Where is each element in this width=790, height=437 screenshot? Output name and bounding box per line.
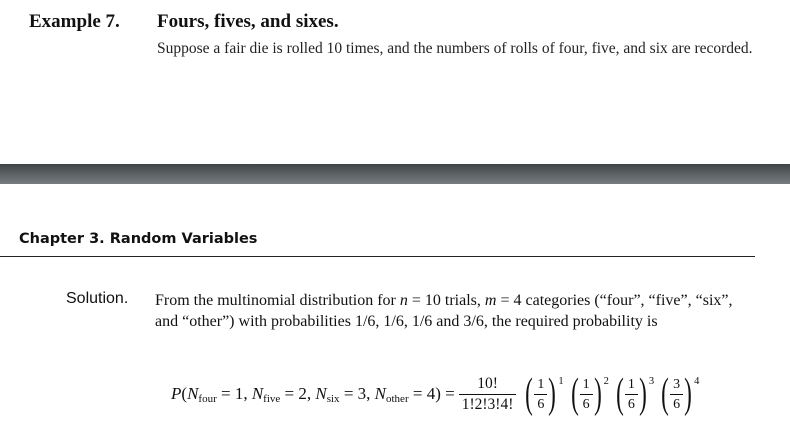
example-title: Fours, fives, and sixes. — [157, 11, 339, 32]
example-body: Suppose a fair die is rolled 10 times, and the numbers of rolls of four, five, and six are recorded. — [157, 40, 753, 57]
prob-term-six — [613, 371, 655, 417]
left-paren: ( — [661, 371, 669, 417]
m-value: = 4 — [496, 292, 522, 309]
n-six-symbol: N — [315, 383, 327, 403]
term-numerator: 1 — [537, 376, 545, 392]
eq-four: = 1, — [216, 383, 252, 403]
term-denominator: 6 — [580, 394, 593, 413]
term-exponent: 1 — [558, 376, 564, 387]
n-five-symbol: N — [251, 383, 264, 403]
example-label: Example 7. — [29, 11, 120, 32]
chapter-header: Chapter 3. Random Variables — [19, 231, 258, 247]
term-numerator: 1 — [627, 376, 635, 392]
prob-term-other — [658, 371, 700, 417]
right-paren: ) — [684, 371, 692, 417]
solution-text-1: From the multinomial distribution for — [155, 292, 400, 309]
page-break-bar — [0, 164, 790, 184]
right-paren: ) — [593, 371, 602, 417]
right-paren: ) — [639, 371, 647, 417]
header-rule — [0, 256, 755, 257]
eq-other: = 4) = — [408, 383, 455, 403]
coef-denominator: 1!2!3!4! — [459, 394, 517, 414]
term-denominator: 6 — [670, 394, 683, 413]
n-four-symbol: N — [187, 383, 199, 403]
term-denominator: 6 — [625, 394, 638, 413]
n-value: = 10 — [407, 292, 441, 309]
subscript-five: five — [263, 392, 281, 405]
solution-label: Solution. — [66, 290, 129, 307]
solution-body — [155, 290, 755, 332]
n-other-symbol: N — [374, 383, 386, 403]
term-numerator: 1 — [582, 376, 590, 392]
probability-formula — [171, 366, 701, 422]
eq-six: = 3, — [339, 383, 375, 403]
left-paren: ( — [570, 371, 579, 417]
n-variable: n — [399, 292, 408, 309]
subscript-six: six — [326, 392, 340, 405]
prob-term-five — [568, 371, 609, 417]
solution-text-3: categories (“four”, “five”, “six”, and “other”) with probabilities 1/6, 1/6, 1/6 and 3/6, the required probability is — [155, 292, 733, 330]
subscript-four: four — [198, 392, 217, 405]
subscript-other: other — [386, 392, 409, 405]
right-paren: ) — [548, 371, 557, 417]
left-paren: ( — [525, 371, 534, 417]
prob-symbol: P — [171, 383, 182, 403]
eq-five: = 2, — [280, 383, 316, 403]
left-paren: ( — [616, 371, 624, 417]
multinomial-coefficient — [459, 375, 517, 414]
formula-lhs — [171, 384, 455, 405]
term-exponent: 4 — [694, 376, 700, 387]
open-paren: ( — [181, 383, 188, 403]
term-exponent: 2 — [603, 376, 609, 387]
term-numerator: 3 — [673, 376, 681, 392]
solution-text-2: trials, — [440, 292, 485, 309]
coef-numerator: 10! — [477, 374, 498, 392]
prob-term-four — [522, 371, 564, 417]
m-variable: m — [484, 292, 497, 309]
term-denominator: 6 — [534, 394, 547, 413]
term-exponent: 3 — [648, 376, 655, 387]
